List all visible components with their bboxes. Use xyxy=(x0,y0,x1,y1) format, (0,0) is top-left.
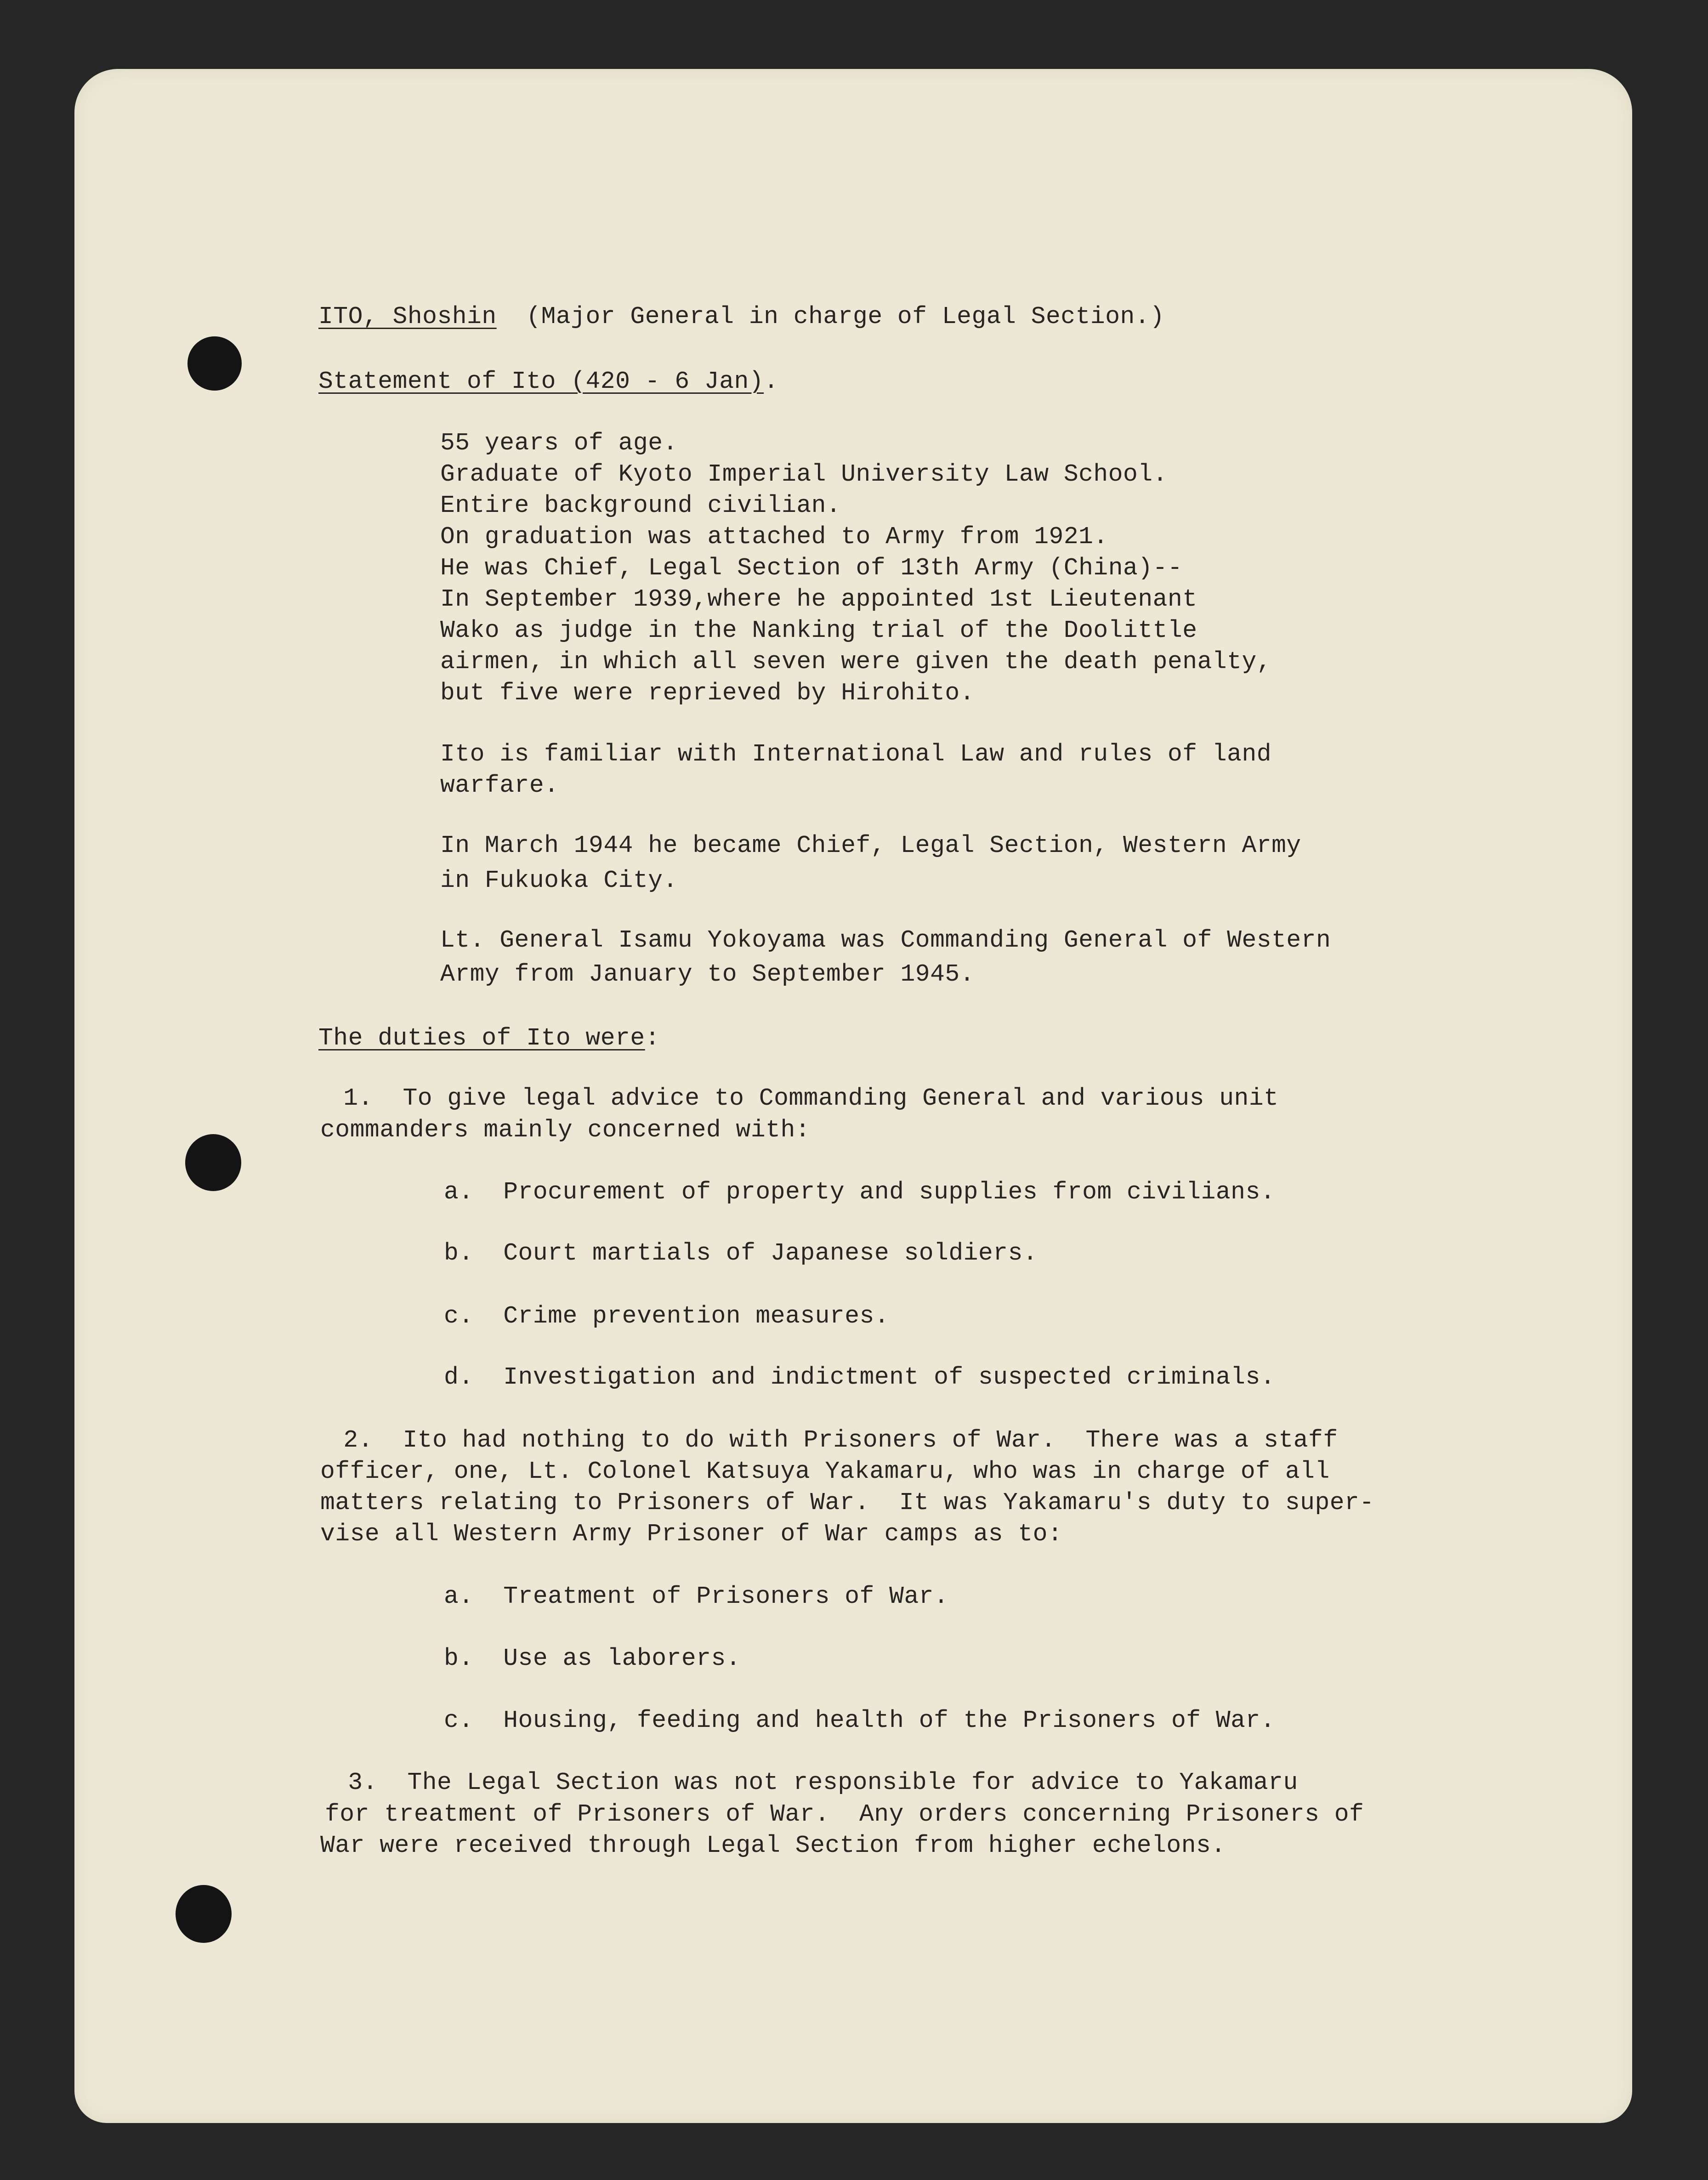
duty2-line-3: matters relating to Prisoners of War. It was Yakamaru's duty to super- xyxy=(320,1489,1374,1516)
bio-line-8: airmen, in which all seven were given the death penalty, xyxy=(440,648,1272,676)
duty2-item-b: b. Use as laborers. xyxy=(444,1645,741,1672)
duty1-line-2: commanders mainly concerned with: xyxy=(320,1116,811,1144)
punch-hole-top xyxy=(187,336,242,391)
duty3-line-3: War were received through Legal Section from higher echelons. xyxy=(320,1832,1226,1859)
duty2-item-c: c. Housing, feeding and health of the Prisoners of War. xyxy=(444,1707,1276,1734)
bio-line-6: In September 1939,where he appointed 1st Lieutenant xyxy=(440,585,1197,613)
bio-line-7: Wako as judge in the Nanking trial of the Doolittle xyxy=(440,617,1197,644)
march-line-2: in Fukuoka City. xyxy=(440,867,678,894)
duties-heading-colon: : xyxy=(645,1024,660,1052)
statement-heading-text: Statement of Ito (420 - 6 Jan) xyxy=(318,368,764,395)
duty1-item-b: b. Court martials of Japanese soldiers. xyxy=(444,1239,1038,1267)
duty2-item-a: a. Treatment of Prisoners of War. xyxy=(444,1583,949,1610)
bio-line-5: He was Chief, Legal Section of 13th Army (China)-- xyxy=(440,554,1183,582)
march-line-1: In March 1944 he became Chief, Legal Section, Western Army xyxy=(440,832,1301,859)
statement-heading xyxy=(318,366,778,397)
duty3-line-2: for treatment of Prisoners of War. Any orders concerning Prisoners of xyxy=(325,1800,1364,1828)
bio-line-2: Graduate of Kyoto Imperial University Law School. xyxy=(440,460,1168,488)
duty3-line-1: 3. The Legal Section was not responsible for advice to Yakamaru xyxy=(289,1769,1298,1796)
familiar-line-2: warfare. xyxy=(440,772,559,799)
bio-line-9: but five were reprieved by Hirohito. xyxy=(440,679,975,707)
yokoyama-line-1: Lt. General Isamu Yokoyama was Commanding General of Western xyxy=(440,926,1331,954)
punch-hole-bottom xyxy=(176,1885,232,1943)
header-line xyxy=(318,301,1164,332)
duty1-item-d: d. Investigation and indictment of suspected criminals. xyxy=(444,1363,1276,1391)
duty2-line-2: officer, one, Lt. Colonel Katsuya Yakamaru, who was in charge of all xyxy=(320,1458,1330,1485)
duties-heading xyxy=(318,1022,660,1054)
bio-line-3: Entire background civilian. xyxy=(440,492,841,519)
yokoyama-line-2: Army from January to September 1945. xyxy=(440,960,975,988)
duty1-item-c: c. Crime prevention measures. xyxy=(444,1302,890,1330)
duty1-line-1: 1. To give legal advice to Commanding General and various unit xyxy=(284,1084,1279,1112)
punch-hole-middle xyxy=(185,1134,241,1191)
subject-title-note: (Major General in charge of Legal Section.) xyxy=(526,303,1165,330)
familiar-line-1: Ito is familiar with International Law and rules of land xyxy=(440,740,1272,768)
bio-line-4: On graduation was attached to Army from 1921. xyxy=(440,523,1108,551)
bio-line-1: 55 years of age. xyxy=(440,429,678,457)
statement-heading-period: . xyxy=(764,368,779,395)
subject-name: ITO, Shoshin xyxy=(318,303,497,330)
duties-heading-text: The duties of Ito were xyxy=(318,1024,645,1052)
duty1-item-a: a. Procurement of property and supplies from civilians. xyxy=(444,1178,1276,1206)
duty2-line-4: vise all Western Army Prisoner of War camps as to: xyxy=(320,1520,1063,1548)
duty2-line-1: 2. Ito had nothing to do with Prisoners of War. There was a staff xyxy=(284,1426,1338,1454)
